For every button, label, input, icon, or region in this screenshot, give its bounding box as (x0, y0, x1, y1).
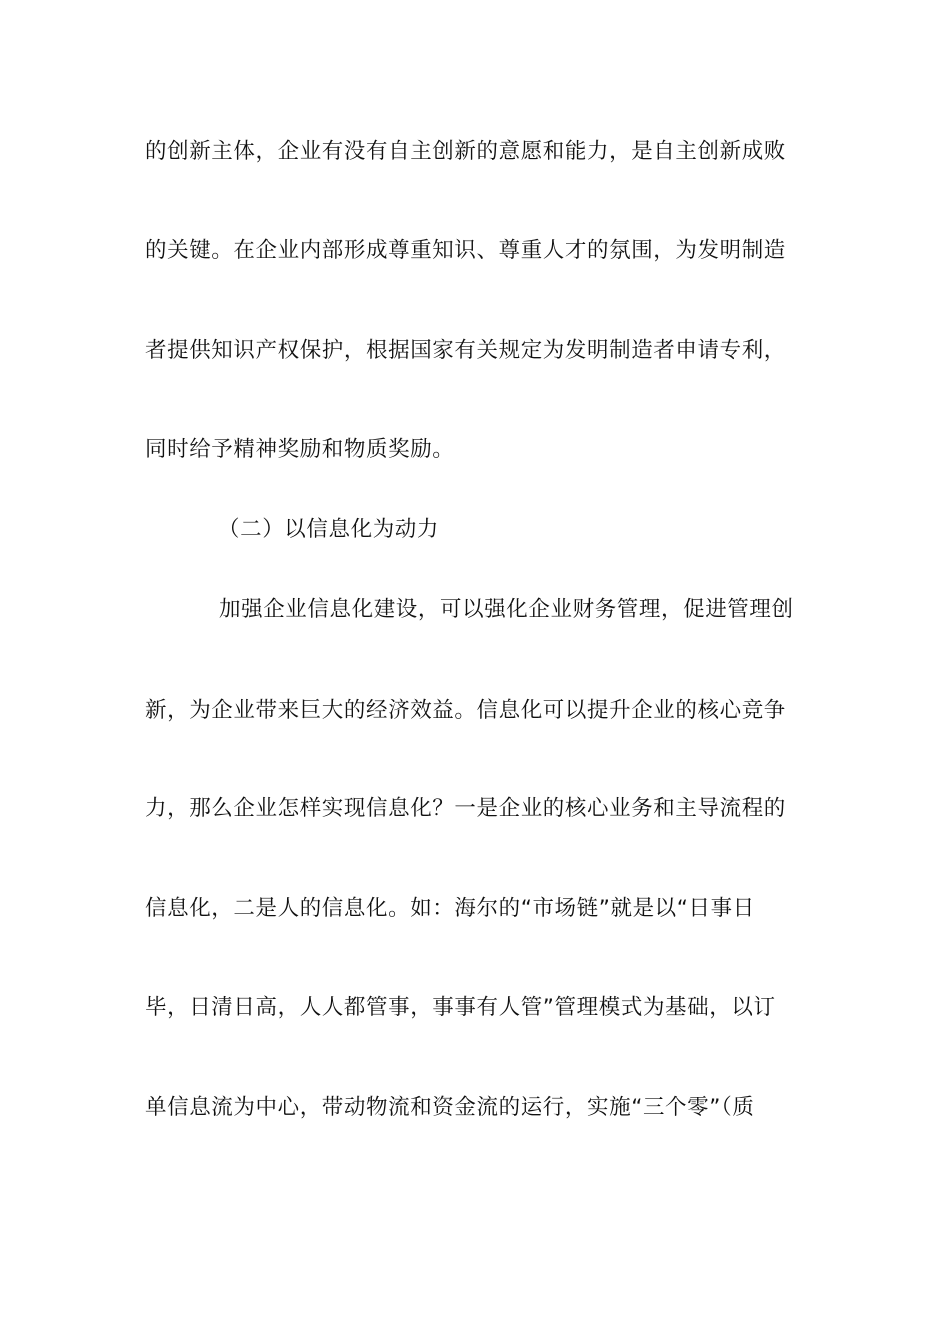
paragraph-2-line-5: 毕，日清日高，人人都管事，事事有人管”管理模式为基础，以订 (145, 995, 776, 1020)
paragraph-1-line-4: 同时给予精神奖励和物质奖励。 (145, 437, 455, 462)
section-heading: （二）以信息化为动力 (218, 517, 440, 542)
paragraph-2-line-4: 信息化，二是人的信息化。如：海尔的“市场链”就是以“日事日 (145, 896, 755, 921)
paragraph-2-line-6: 单信息流为中心，带动物流和资金流的运行，实施“三个零”（质 (145, 1095, 755, 1120)
paragraph-1-line-3: 者提供知识产权保护，根据国家有关规定为发明制造者申请专利， (145, 338, 786, 363)
paragraph-1-line-2: 的关键。在企业内部形成尊重知识、尊重人才的氛围，为发明制造 (145, 238, 786, 263)
paragraph-2-line-2: 新，为企业带来巨大的经济效益。信息化可以提升企业的核心竞争 (145, 698, 786, 723)
paragraph-2-line-3: 力，那么企业怎样实现信息化？一是企业的核心业务和主导流程的 (145, 796, 786, 821)
paragraph-1-line-1: 的创新主体，企业有没有自主创新的意愿和能力，是自主创新成败 (145, 139, 786, 164)
paragraph-2-line-1: 加强企业信息化建设，可以强化企业财务管理，促进管理创 (219, 597, 794, 622)
